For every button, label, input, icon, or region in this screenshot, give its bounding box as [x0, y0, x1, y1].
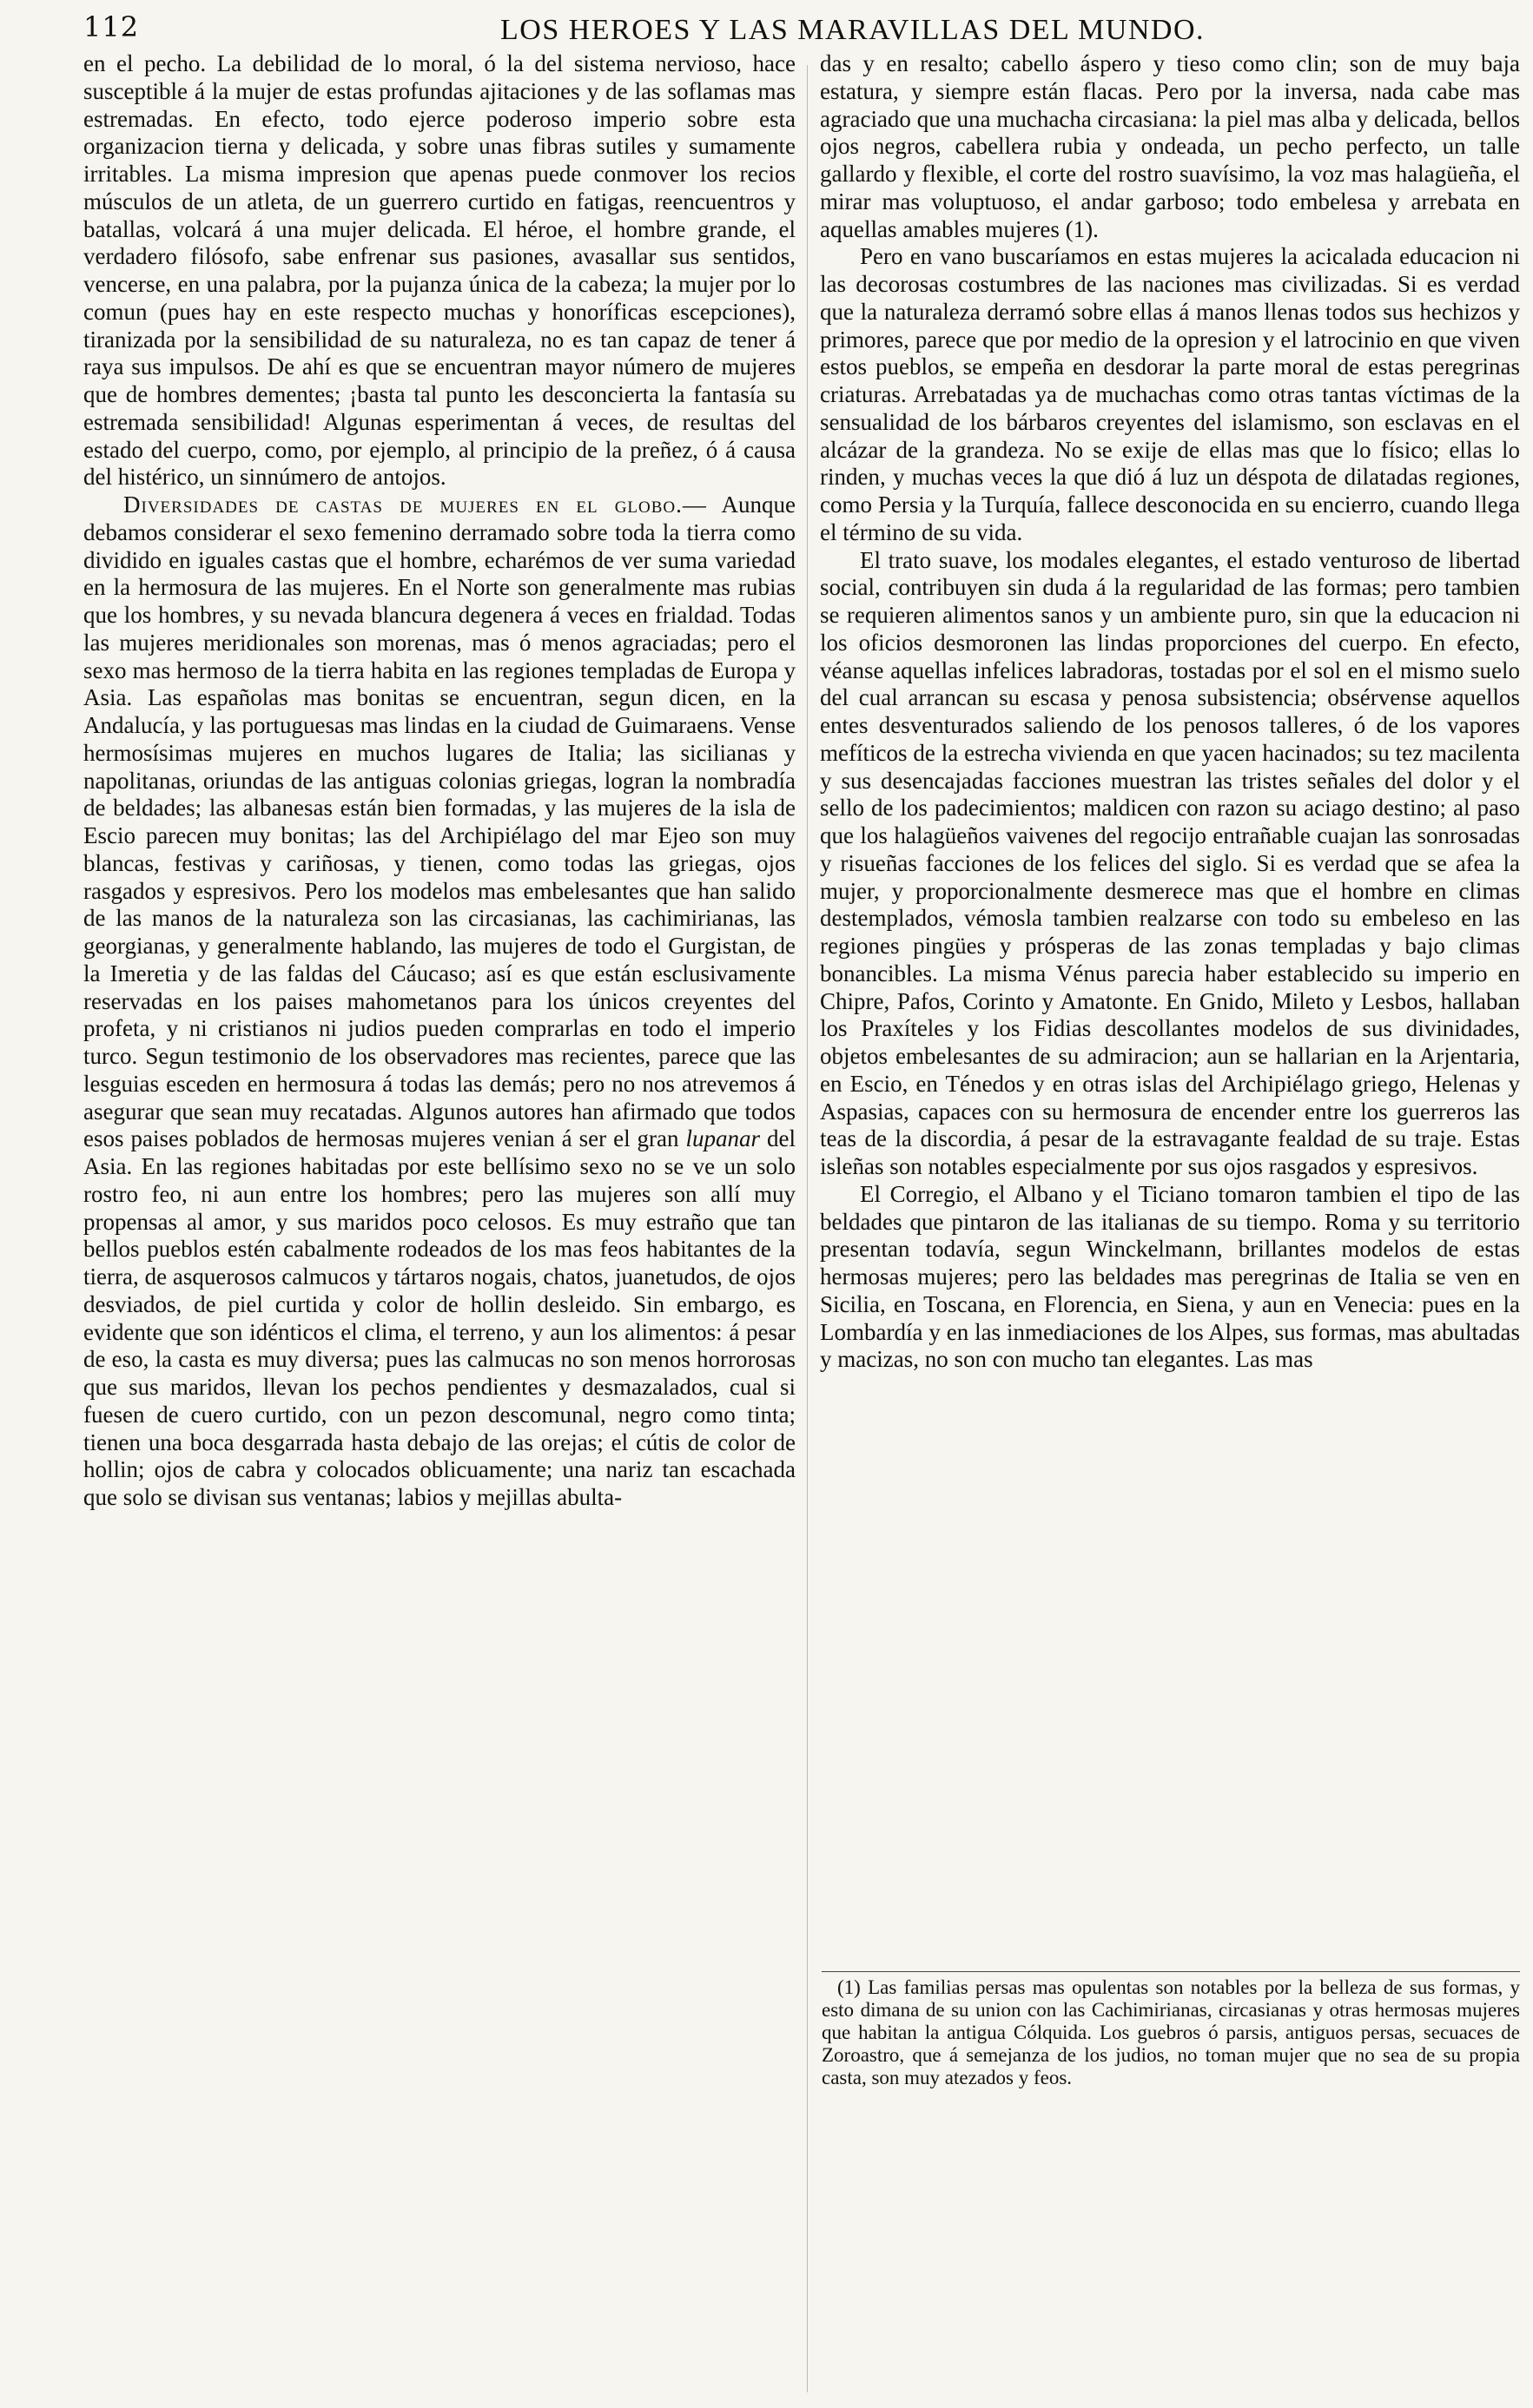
paragraph: en el pecho. La debilidad de lo moral, ó la del sistema nervioso, hace susceptible á la mujer de estas profundas ajitaciones y de las soflamas mas estremadas. En efecto, todo ejerce poderoso imperio sobre esta organizacion tierna y delicada, y sobre unas fibras sutiles y sumamente irritables. La misma impresion que apenas puede conmover los recios músculos de un atleta, de un guerrero curtido en fatigas, reencuentros y batallas, volcará á una mujer delicada. El héroe, el hombre grande, el verdadero filósofo, sabe enfrenar sus pasiones, avasallar sus sentidos, vencerse, en una palabra, por la pujanza única de la cabeza; la mujer por lo comun (pues hay en este respecto muchas y honoríficas escepciones), tiranizada por la sensibilidad de su naturaleza, no es tan capaz de tener á raya sus impulsos. De ahí es que se encuentran mayor número de mujeres que de hombres dementes; ¡basta tal punto les desconcierta la fantasía su estremada sensibilidad! Algunas esperimentan á veces, de resultas del estado del cuerpo, como, por ejemplo, al principio de la preñez, ó á causa del histérico, un sinnúmero de antojos. — [83, 50, 796, 491]
paragraph: El trato suave, los modales elegantes, el estado venturoso de libertad social, contribuyen sin duda á la regularidad de las formas; pero tambien se requieren alimentos sanos y un ambiente puro, sin que la educacion ni los oficios desmoronen las lindas proporciones del cuerpo. En efecto, véanse aquellas infelices labradoras, tostadas por el sol en el mismo suelo del cual arrancan su escasa y penosa subsistencia; obsérvense aquellos entes desventurados saliendo de los penosos talleres, ó de los vapores mefíticos de la estrecha vivienda en que yacen hacinados; su tez macilenta y sus desencajadas facciones muestran las tristes señales del dolor y el sello de los padecimientos; maldicen con razon su aciago destino; al paso que los halagüeños vaivenes del regocijo entrañable cuajan las sonrosadas y risueñas facciones de los felices del siglo. Si es verdad que se afea la mujer, y proporcionalmente desmerece mas que el hombre en climas destemplados, vémosla tambien realzarse con todo su embeleso en las regiones pingües y prósperas de las zonas templadas y bajo climas bonancibles. La misma Vénus parecia haber establecido su imperio en Chipre, Pafos, Corinto y Amatonte. En Gnido, Mileto y Lesbos, hallaban los Praxíteles y los Fidias descollantes modelos de sus divinidades, objetos embelesantes de su admiracion; aun se hallarian en la Arjentaria, en Escio, en Ténedos y en otras islas del Archipiélago griego, Helenas y Aspasias, capaces con su hermosura de encender entre los guerreros las teas de la discordia, á pesar de la estravagante fealdad de su traje. Estas isleñas son notables especialmente por sus ojos rasgados y espresivos. — [820, 546, 1520, 1179]
section-paragraph — [83, 491, 796, 1512]
paragraph: El Corregio, el Albano y el Ticiano tomaron tambien el tipo de las beldades que pintaron de las italianas de su tiempo. Roma y su territorio presentan todavía, segun Winckelmann, brillantes modelos de estas hermosas mujeres; pero las beldades mas peregrinas de Italia se ven en Sicilia, en Toscana, en Florencia, en Siena, y aun en Venecia: pues en la Lombardía y en las inmediaciones de los Alpes, sus formas, mas abultadas y macizas, no son con mucho tan elegantes. Las mas — [820, 1180, 1520, 1373]
footnote-text: Las familias persas mas opulentas son notables por la belleza de sus formas, y esto dimana de su union con las Cachimirianas, circasianas y otras hermosas mujeres que habitan la antigua Cólquida. Los guebros ó parsis, antiguos persas, secuaces de Zoroastro, que á semejanza de los judios, no toman mujer que no sea de su propia casta, son muy atezados y feos. — [822, 1976, 1521, 2088]
italic-term: lupanar — [685, 1125, 761, 1152]
column-rule — [807, 65, 808, 2392]
page-header — [83, 7, 1520, 52]
left-column — [83, 50, 796, 2378]
paragraph-text: del Asia. En las regiones habitadas por este bellísimo sexo no se ve un solo rostro feo, ni aun entre los hombres; pero las mujeres son allí muy propensas al amor, y sus maridos poco celosos. Es muy estraño que tan bellos pueblos estén cabalmente rodeados de los mas feos habitantes de la tierra, de asquerosos calmucos y tártaros nogais, chatos, juanetudos, de ojos desviados, de piel curtida y color de hollin desleido. Sin embargo, es evidente que son idénticos el clima, el terreno, y aun los alimentos: á pesar de eso, la casta es muy diversa; pues las calmucas no son menos horrorosas que sus maridos, llevan los pechos pendientes y desmazalados, cual si fuesen de cuero curtido, con un pezon descomunal, negro como tinta; tienen una boca desgarrada hasta debajo de las orejas; el cútis de color de hollin; ojos de cabra y colocados oblicuamente; una nariz tan escachada que solo se divisan sus ventanas; labios y mejillas abulta- — [83, 1125, 796, 1510]
section-subheading: Diversidades de castas de mujeres en el globo.— — [123, 491, 707, 518]
right-column — [820, 50, 1520, 1961]
footnote — [822, 1976, 1520, 2089]
paragraph: das y en resalto; cabello áspero y tieso como clin; son de muy baja estatura, y siempre están flacas. Pero por la inversa, nada cabe mas agraciado que una muchacha circasiana: la piel mas alba y delicada, bellos ojos negros, cabellera rubia y ondeada, un pecho perfecto, un talle gallardo y flexible, el corte del rostro suavísimo, la voz mas halagüeña, el mirar mas voluptuoso, el andar garboso; todo embelesa y arrebata en aquellas amables mujeres (1). — [820, 50, 1520, 242]
paragraph: Pero en vano buscaríamos en estas mujeres la acicalada educacion ni las decorosas costumbres de las naciones mas civilizadas. Si es verdad que la naturaleza derramó sobre ellas á manos llenas todos sus hechizos y primores, parece que por medio de la opresion y el latrocinio en que viven estos pueblos, se empeña en desdorar la parte moral de estas peregrinas criaturas. Arrebatadas ya de muchachas como otras tantas víctimas de la sensualidad de los bárbaros creyentes del islamismo, son esclavas en el alcázar de la grandeza. No se exije de ellas mas que lo físico; ellas lo rinden, y muchas veces la que dió á luz un déspota de dilatadas regiones, como Persia y la Turquía, fallece desconocida en su encierro, cuando llega el término de su vida. — [820, 243, 1520, 545]
footnote-marker: (1) — [837, 1976, 861, 1998]
page-number: 112 — [83, 10, 140, 43]
paragraph-text: Aunque debamos considerar el sexo femenino derramado sobre toda la tierra como dividido en iguales castas que el hombre, echarémos de ver suma variedad en la hermosura de las mujeres. En el Norte son generalmente mas rubias que los hombres, y su nevada blancura degenera á veces en frialdad. Todas las mujeres meridionales son morenas, mas ó menos agraciadas; pero el sexo mas hermoso de la tierra habita en las regiones templadas de Europa y Asia. Las españolas mas bonitas se encuentran, segun dicen, en la Andalucía, y las portuguesas mas lindas en la ciudad de Guimaraens. Vense hermosísimas mujeres en muchos lugares de Italia; las sicilianas y napolitanas, oriundas de las antiguas colonias griegas, logran la nombradía de beldades; las albanesas están bien formadas, y las mujeres de la isla de Escio parecen muy bonitas; las del Archipiélago del mar Ejeo son muy blancas, festivas y cariñosas, y tienen, como todas las griegas, ojos rasgados y espresivos. Pero los modelos mas embelesantes que han salido de las manos de la naturaleza son las circasianas, las cachimirianas, las georgianas, y generalmente hablando, las mujeres de todo el Gurgistan, de la Imeretia y de las faldas del Cáucaso; así es que están esclusivamente reservadas en los paises mahometanos para los únicos creyentes del profeta, y ni cristianos ni judios pueden comprarlas en todo el imperio turco. Segun testimonio de los observadores mas recientes, parece que las lesguias esceden en hermosura á todas las demás; pero no nos atrevemos á asegurar que sean muy recatadas. Algunos autores han afirmado que todos esos paises poblados de hermosas mujeres venian á ser el gran — [83, 491, 796, 1152]
footnote-divider — [822, 1971, 1520, 1972]
running-title: LOS HEROES Y LAS MARAVILLAS DEL MUNDO. — [500, 14, 1206, 46]
